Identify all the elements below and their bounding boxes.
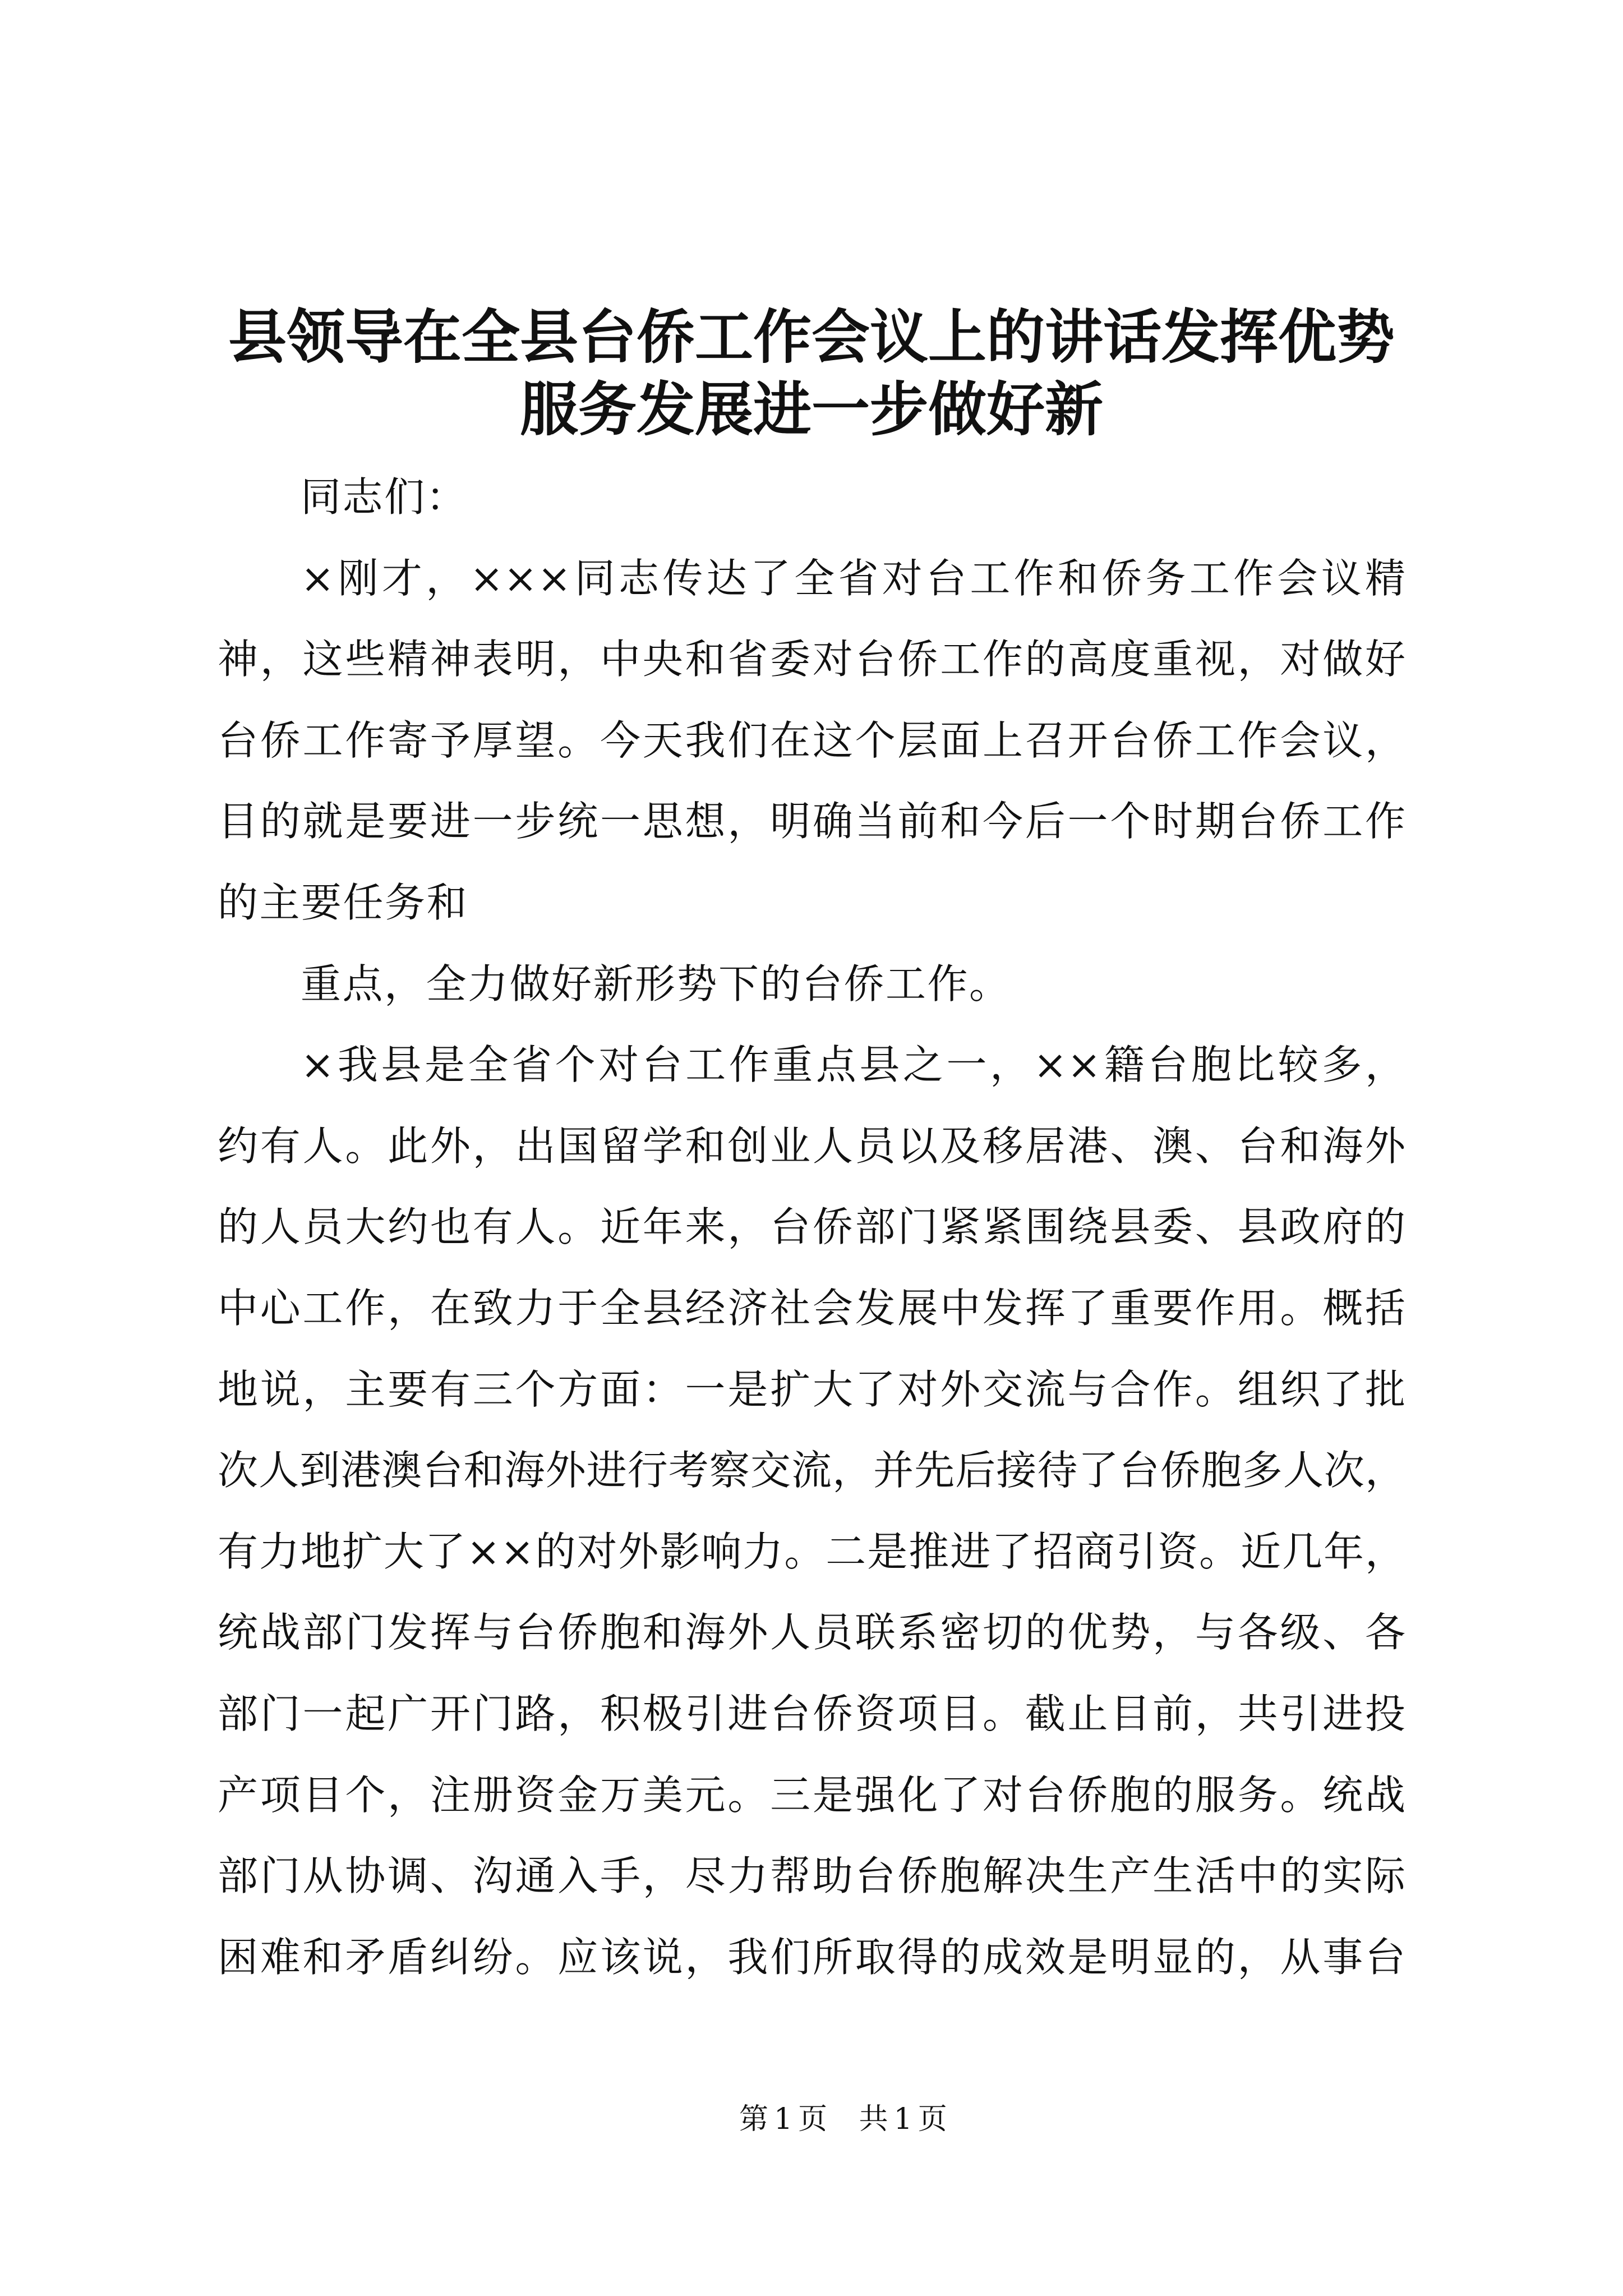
document-title <box>218 301 1405 445</box>
document-body <box>218 457 1405 1998</box>
paragraph-line: 困难和矛盾纠纷。应该说，我们所取得的成效是明显的，从事台 <box>218 1933 1405 1981</box>
paragraph-line: 地说，主要有三个方面：一是扩大了对外交流与合作。组织了批 <box>218 1365 1405 1413</box>
paragraph-line: 次人到港澳台和海外进行考察交流，并先后接待了台侨胞多人次， <box>218 1447 1405 1494</box>
paragraph-line: 约有人。此外，出国留学和创业人员以及移居港、澳、台和海外 <box>218 1122 1405 1170</box>
paragraph-line: 台侨工作寄予厚望。今天我们在这个层面上召开台侨工作会议， <box>218 716 1405 764</box>
paragraph-line: 统战部门发挥与台侨胞和海外人员联系密切的优势，与各级、各 <box>218 1609 1405 1657</box>
paragraph-line: 的人员大约也有人。近年来，台侨部门紧紧围绕县委、县政府的 <box>218 1203 1405 1251</box>
paragraph-line: ×我县是全省个对台工作重点县之一，××籍台胞比较多， <box>301 1041 1405 1089</box>
paragraph-line: 中心工作，在致力于全县经济社会发展中发挥了重要作用。概括 <box>218 1284 1405 1332</box>
paragraph-line: 部门一起广开门路，积极引进台侨资项目。截止目前，共引进投 <box>218 1690 1405 1737</box>
paragraph-line: 目的就是要进一步统一思想，明确当前和今后一个时期台侨工作 <box>218 798 1405 845</box>
paragraph-line: 的主要任务和 <box>218 878 469 926</box>
paragraph-line: 神，这些精神表明，中央和省委对台侨工作的高度重视，对做好 <box>218 636 1405 683</box>
paragraph <box>218 1024 1405 1998</box>
paragraph <box>218 944 1405 1025</box>
paragraph-line: 有力地扩大了××的对外影响力。二是推进了招商引资。近几年， <box>218 1527 1405 1575</box>
paragraph-line: 重点，全力做好新形势下的台侨工作。 <box>301 960 1011 1007</box>
paragraph-line: 产项目个，注册资金万美元。三是强化了对台侨胞的服务。统战 <box>218 1771 1405 1819</box>
paragraph-salutation <box>218 457 1405 538</box>
title-line: 服务发展进一步做好新 <box>519 375 1103 444</box>
title-line: 县领导在全县台侨工作会议上的讲话发挥优势 <box>228 302 1395 371</box>
page-footer: 第1页 共1页 <box>739 2102 953 2136</box>
paragraph-line: ×刚才，×××同志传达了全省对台工作和侨务工作会议精 <box>301 554 1405 602</box>
paragraph-line: 部门从协调、沟通入手，尽力帮助台侨胞解决生产生活中的实际 <box>218 1852 1405 1900</box>
paragraph-line: 同志们： <box>301 473 468 521</box>
paragraph <box>218 538 1405 944</box>
